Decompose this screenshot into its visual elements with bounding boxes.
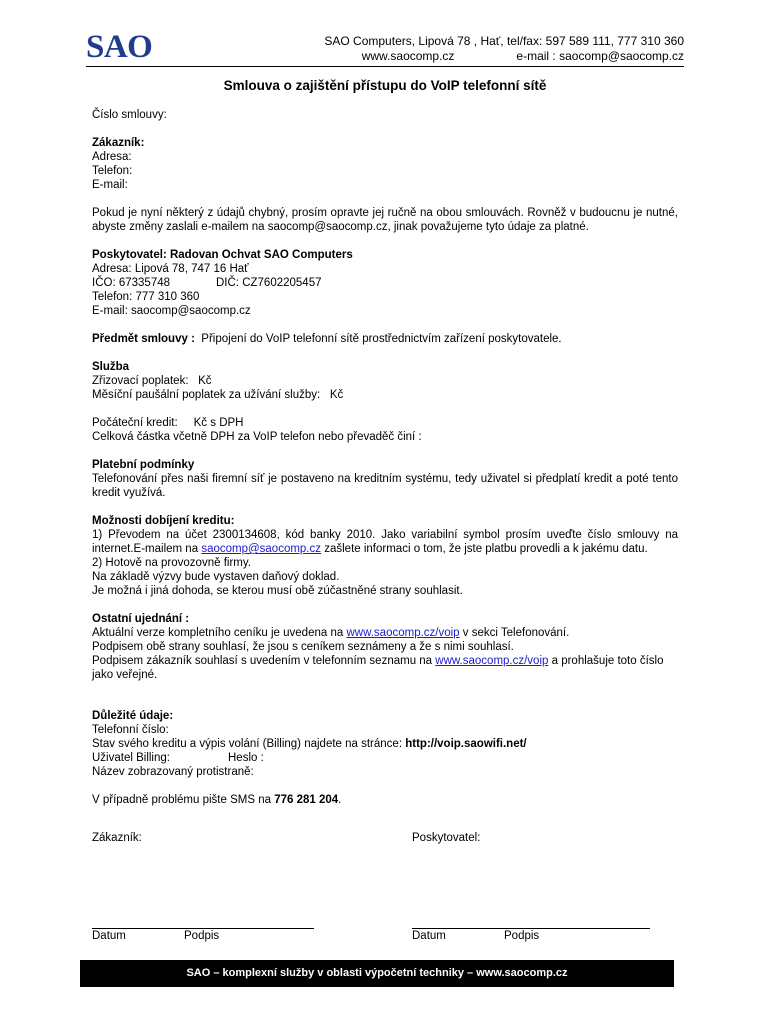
company-info (324, 34, 684, 64)
total-amount-label: Celková částka včetně DPH za VoIP telefon nebo převaděč činí : (92, 431, 422, 443)
customer-sign-label: Podpis (184, 930, 220, 942)
contract-body (92, 108, 678, 807)
initial-credit-unit: Kč s DPH (193, 417, 244, 429)
directory-link[interactable]: www.saocomp.cz/voip (435, 655, 549, 667)
customer-address: Adresa: (92, 151, 132, 163)
other-pricelist: Aktuální verze kompletního ceníku je uvedena na www.saocomp.cz/voip v sekci Telefonování. (92, 627, 570, 639)
billing-user-label: Uživatel Billing: (92, 752, 170, 764)
provider-dic: DIČ: CZ7602205457 (216, 277, 322, 289)
provider-address: Adresa: Lipová 78, 747 16 Hať (92, 263, 249, 275)
customer-signature-line (92, 928, 314, 929)
setup-fee-unit: Kč (198, 375, 212, 387)
monthly-fee-unit: Kč (329, 389, 344, 401)
company-address: SAO Computers, Lipová 78 , Hať, tel/fax: 597 589 111, 777 310 360 (324, 34, 684, 48)
provider-date-label: Datum (412, 930, 446, 942)
topup-cash: 2) Hotově na provozovně firmy. (92, 557, 251, 569)
sms-number: 776 281 204 (274, 794, 339, 806)
customer-email: E-mail: (92, 179, 128, 191)
footer-bar: SAO – komplexní služby v oblasti výpočetní techniky – www.saocomp.cz (80, 960, 674, 987)
provider-signature-label: Poskytovatel: (412, 832, 481, 844)
other-directory: Podpisem zákazník souhlasí s uvedením v telefonním seznamu na www.saocomp.cz/voip a prohlašuje toto číslo jako veřejné. (92, 655, 664, 681)
customer-heading: Zákazník: (92, 137, 145, 149)
sao-logo: SAO (86, 29, 153, 65)
monthly-fee-label: Měsíční paušální poplatek za užívání služby: (92, 389, 321, 401)
customer-phone: Telefon: (92, 165, 133, 177)
displayed-name-label: Název zobrazovaný protistraně: (92, 766, 254, 778)
important-heading: Důležité údaje: (92, 710, 174, 722)
service-heading: Služba (92, 361, 130, 373)
topup-bank-transfer: 1) Převodem na účet 2300134608, kód banky 2010. Jako variabilní symbol prosím uveďte číslo smlouvy na internet.E-mailem na saocomp@saocomp.cz zašlete informaci o tom, že jste platbu provedli a k jakému datu. (92, 529, 678, 555)
signature-area (92, 832, 678, 947)
payment-text: Telefonování přes naši firemní síť je postaveno na kreditním systému, tedy uživatel si předplatí kredit a poté tento kredit využívá. (92, 473, 678, 499)
phone-number-label: Telefonní číslo: (92, 724, 169, 736)
provider-phone: Telefon: 777 310 360 (92, 291, 200, 303)
sms-contact: V případně problému pište SMS na 776 281 204. (92, 794, 342, 806)
topup-email-link[interactable]: saocomp@saocomp.cz (201, 543, 322, 555)
topup-invoice: Na základě výzvy bude vystaven daňový doklad. (92, 571, 340, 583)
provider-email: E-mail: saocomp@saocomp.cz (92, 305, 251, 317)
customer-date-label: Datum (92, 930, 126, 942)
provider-sign-label: Podpis (504, 930, 540, 942)
other-heading: Ostatní ujednání : (92, 613, 190, 625)
pricelist-link[interactable]: www.saocomp.cz/voip (346, 627, 460, 639)
setup-fee-label: Zřizovací poplatek: (92, 375, 189, 387)
topup-heading: Možnosti dobíjení kreditu: (92, 515, 235, 527)
company-email: e-mail : saocomp@saocomp.cz (516, 49, 684, 63)
contract-number-label: Číslo smlouvy: (92, 109, 167, 121)
payment-heading: Platební podmínky (92, 459, 195, 471)
document-title: Smlouva o zajištění přístupu do VoIP telefonní sítě (223, 78, 547, 93)
password-label: Heslo : (228, 752, 264, 764)
letterhead (86, 30, 684, 67)
initial-credit-label: Počáteční kredit: (92, 417, 178, 429)
other-agreement: Podpisem obě strany souhlasí, že jsou s ceníkem seznámeny a že s nimi souhlasí. (92, 641, 514, 653)
billing-url: http://voip.saowifi.net/ (405, 738, 527, 750)
provider-heading: Poskytovatel: Radovan Ochvat SAO Computers (92, 249, 353, 261)
topup-other: Je možná i jiná dohoda, se kterou musí obě zúčastněné strany souhlasit. (92, 585, 463, 597)
subject-label: Předmět smlouvy : (92, 333, 195, 345)
provider-signature-line (412, 928, 650, 929)
billing-info: Stav svého kreditu a výpis volání (Billing) najdete na stránce: http://voip.saowifi.net/ (92, 738, 527, 750)
company-web: www.saocomp.cz (361, 49, 455, 63)
provider-ico: IČO: 67335748 (92, 277, 171, 289)
correction-note: Pokud je nyní některý z údajů chybný, prosím opravte jej ručně na obou smlouvách. Rovněž v budoucnu je nutné, abyste změny zaslali e-mailem na saocomp@saocomp.cz, jinak považujeme tyto údaje za platné. (92, 207, 678, 233)
customer-signature-label: Zákazník: (92, 832, 142, 844)
subject-text: Připojení do VoIP telefonní sítě prostřednictvím zařízení poskytovatele. (201, 333, 562, 345)
